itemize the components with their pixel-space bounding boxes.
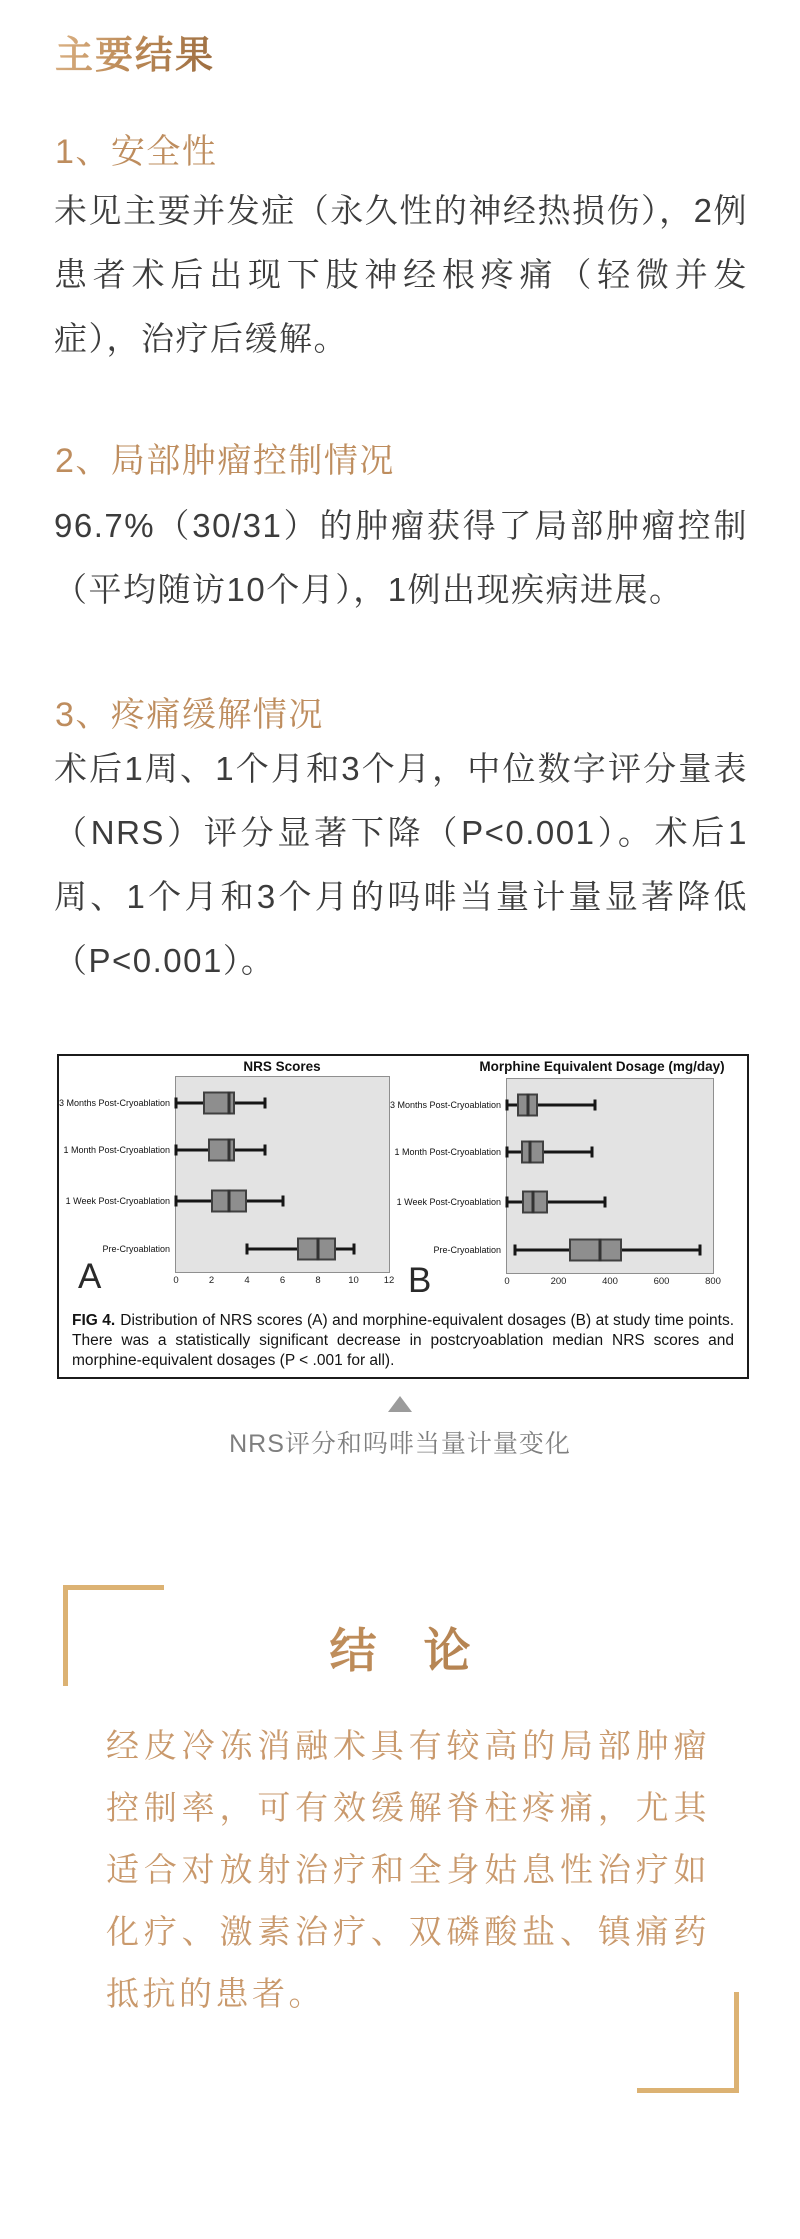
- conclusion-body: 经皮冷冻消融术具有较高的局部肿瘤控制率，可有效缓解脊柱疼痛，尤其适合对放射治疗和全身姑息性治疗如化疗、激素治疗、双磷酸盐、镇痛药抵抗的患者。: [106, 1727, 710, 2012]
- x-tick-label: 0: [504, 1276, 510, 1287]
- whisker-cap-max: [352, 1244, 355, 1255]
- whisker-cap-min: [175, 1098, 178, 1109]
- corner-bracket-bottom-right: [637, 1992, 739, 2093]
- category-label: 1 Month Post-Cryoablation: [394, 1146, 501, 1157]
- whisker-cap-min: [245, 1244, 248, 1255]
- median-line: [529, 1140, 532, 1163]
- section-body-pain-relief: 术后1周、1个月和3个月，中位数字评分量表（NRS）评分显著下降（P<0.001）。术后1周、1个月和3个月的吗啡当量计量显著降低（P<0.001）。: [54, 750, 748, 979]
- median-line: [228, 1189, 231, 1212]
- section-body-safety: 未见主要并发症（永久性的神经热损伤），2例患者术后出现下肢神经根疼痛（轻微并发症），治疗后缓解。: [54, 192, 748, 357]
- category-label: 3 Months Post-Cryoablation: [389, 1100, 501, 1111]
- chart-title-nrs: NRS Scores: [243, 1059, 321, 1074]
- figure-caption-chinese: NRS评分和吗啡当量计量变化: [229, 1430, 571, 1458]
- whisker-cap-max: [281, 1195, 284, 1206]
- whisker-cap-min: [506, 1197, 509, 1208]
- whisker-cap-max: [699, 1245, 702, 1256]
- median-line: [526, 1094, 529, 1117]
- whisker-cap-max: [603, 1197, 606, 1208]
- x-tick-label: 8: [315, 1275, 321, 1286]
- chart-title-morphine: Morphine Equivalent Dosage (mg/day): [479, 1059, 725, 1074]
- section-heading-pain-relief: 3、疼痛缓解情况: [55, 696, 324, 734]
- whisker-cap-max: [593, 1100, 596, 1111]
- x-tick-label: 600: [653, 1276, 670, 1287]
- whisker-cap-max: [263, 1145, 266, 1156]
- x-tick-label: 400: [602, 1276, 618, 1287]
- whisker-cap-min: [506, 1146, 509, 1157]
- x-tick-label: 10: [348, 1275, 359, 1286]
- section-heading-tumor-control: 2、局部肿瘤控制情况: [55, 442, 395, 480]
- plot-area-nrs: [58, 1076, 395, 1286]
- category-label: 1 Month Post-Cryoablation: [63, 1145, 170, 1156]
- x-tick-label: 2: [208, 1275, 215, 1286]
- whisker-cap-min: [506, 1100, 509, 1111]
- panel-letter-a: A: [78, 1257, 102, 1296]
- whisker-cap-max: [590, 1146, 593, 1157]
- x-tick-label: 200: [550, 1276, 567, 1287]
- median-line: [228, 1139, 231, 1162]
- box: [521, 1140, 544, 1163]
- box: [522, 1191, 548, 1214]
- x-tick-label: 12: [383, 1275, 395, 1286]
- conclusion-title: 结 论: [0, 1626, 800, 1678]
- figure-4: [57, 1054, 749, 1379]
- section-body-tumor-control: 96.7%（30/31）的肿瘤获得了局部肿瘤控制（平均随访10个月），1例出现疾病进展。: [54, 507, 748, 608]
- median-line: [228, 1092, 231, 1115]
- whisker-line: [507, 1150, 592, 1153]
- category-label: Pre-Cryoablation: [433, 1245, 501, 1256]
- whisker-cap-min: [175, 1195, 178, 1206]
- category-label: 1 Week Post-Cryoablation: [65, 1195, 170, 1206]
- x-tick-label: 800: [705, 1276, 721, 1287]
- category-label: Pre-Cryoablation: [102, 1244, 170, 1255]
- median-line: [598, 1239, 601, 1262]
- whisker-cap-min: [175, 1145, 178, 1156]
- whisker-cap-min: [513, 1245, 516, 1256]
- box: [569, 1239, 622, 1262]
- x-tick-label: 0: [173, 1275, 179, 1286]
- category-label: 1 Week Post-Cryoablation: [396, 1197, 501, 1208]
- figure-caption-label: FIG 4.: [72, 1312, 116, 1329]
- figure-caption: [59, 1311, 747, 1371]
- category-label: 3 Months Post-Cryoablation: [58, 1098, 170, 1109]
- median-line: [316, 1238, 319, 1261]
- page-title: 主要结果: [55, 35, 216, 77]
- x-tick-label: 6: [279, 1275, 286, 1286]
- section-heading-safety: 1、安全性: [55, 133, 218, 171]
- triangle-up-icon: [388, 1396, 412, 1412]
- whisker-cap-max: [263, 1098, 266, 1109]
- x-tick-label: 4: [244, 1275, 250, 1286]
- figure-caption-text: Distribution of NRS scores (A) and morphine-equivalent dosages (B) at study time points. There was a statistically significant decrease in postcryoablation median NRS scores and morphine-equivalent dosages (P < .001 for all).: [72, 1312, 734, 1369]
- panel-letter-b: B: [408, 1261, 432, 1300]
- median-line: [531, 1191, 534, 1214]
